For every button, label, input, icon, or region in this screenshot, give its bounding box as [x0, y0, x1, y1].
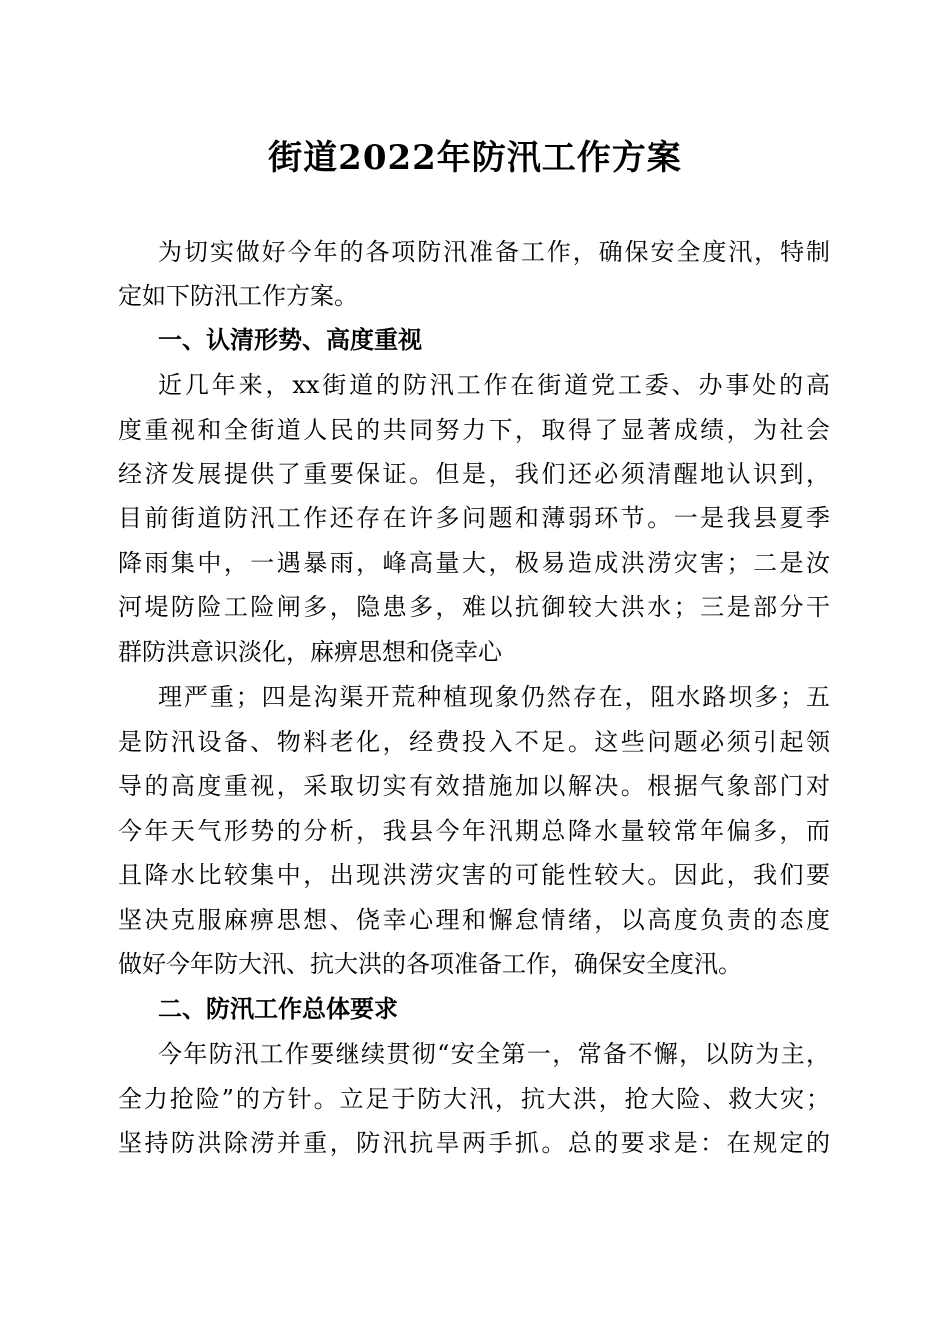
paragraph-line: 群防洪意识淡化，麻痹思想和侥幸心 — [118, 638, 502, 666]
paragraph-line: 全力抢险”的方针。立足于防大汛，抗大洪，抢大险、救大灾； — [118, 1085, 830, 1113]
paragraph-line: 做好今年防大汛、抗大洪的各项准备工作，确保安全度汛。 — [118, 950, 742, 978]
paragraph-line: 近几年来，xx街道的防汛工作在街道党工委、办事处的高 — [158, 371, 830, 399]
paragraph-line: 经济发展提供了重要保证。但是，我们还必须清醒地认识到， — [118, 460, 830, 488]
paragraph-line: 坚决克服麻痹思想、侥幸心理和懈怠情绪，以高度负责的态度 — [118, 906, 830, 934]
paragraph-line: 导的高度重视，采取切实有效措施加以解决。根据气象部门对 — [118, 772, 830, 800]
intro-line: 定如下防汛工作方案。 — [118, 282, 358, 310]
paragraph-line: 坚持防洪除涝并重，防汛抗旱两手抓。总的要求是：在规定的 — [118, 1129, 830, 1157]
paragraph-line: 且降水比较集中，出现洪涝灾害的可能性较大。因此，我们要 — [118, 861, 830, 889]
paragraph-line: 是防汛设备、物料老化，经费投入不足。这些问题必须引起领 — [118, 728, 830, 756]
paragraph-line: 今年防汛工作要继续贯彻“安全第一，常备不懈，以防为主， — [158, 1040, 830, 1068]
paragraph-line: 度重视和全街道人民的共同努力下，取得了显著成绩，为社会 — [118, 416, 830, 444]
paragraph-line: 降雨集中，一遇暴雨，峰高量大，极易造成洪涝灾害；二是汝 — [118, 549, 830, 577]
section-heading-2: 二、防汛工作总体要求 — [158, 995, 398, 1023]
paragraph-line: 目前街道防汛工作还存在许多问题和薄弱环节。一是我县夏季 — [118, 504, 830, 532]
paragraph-line: 理严重；四是沟渠开荒种植现象仍然存在，阻水路坝多；五 — [158, 683, 830, 711]
intro-line: 为切实做好今年的各项防汛准备工作，确保安全度汛，特制 — [158, 238, 830, 266]
section-heading-1: 一、认清形势、高度重视 — [158, 326, 422, 354]
paragraph-line: 今年天气形势的分析，我县今年汛期总降水量较常年偏多，而 — [118, 817, 830, 845]
paragraph-line: 河堤防险工险闸多，隐患多，难以抗御较大洪水；三是部分干 — [118, 593, 830, 621]
document-title: 街道2022年防汛工作方案 — [268, 138, 682, 178]
